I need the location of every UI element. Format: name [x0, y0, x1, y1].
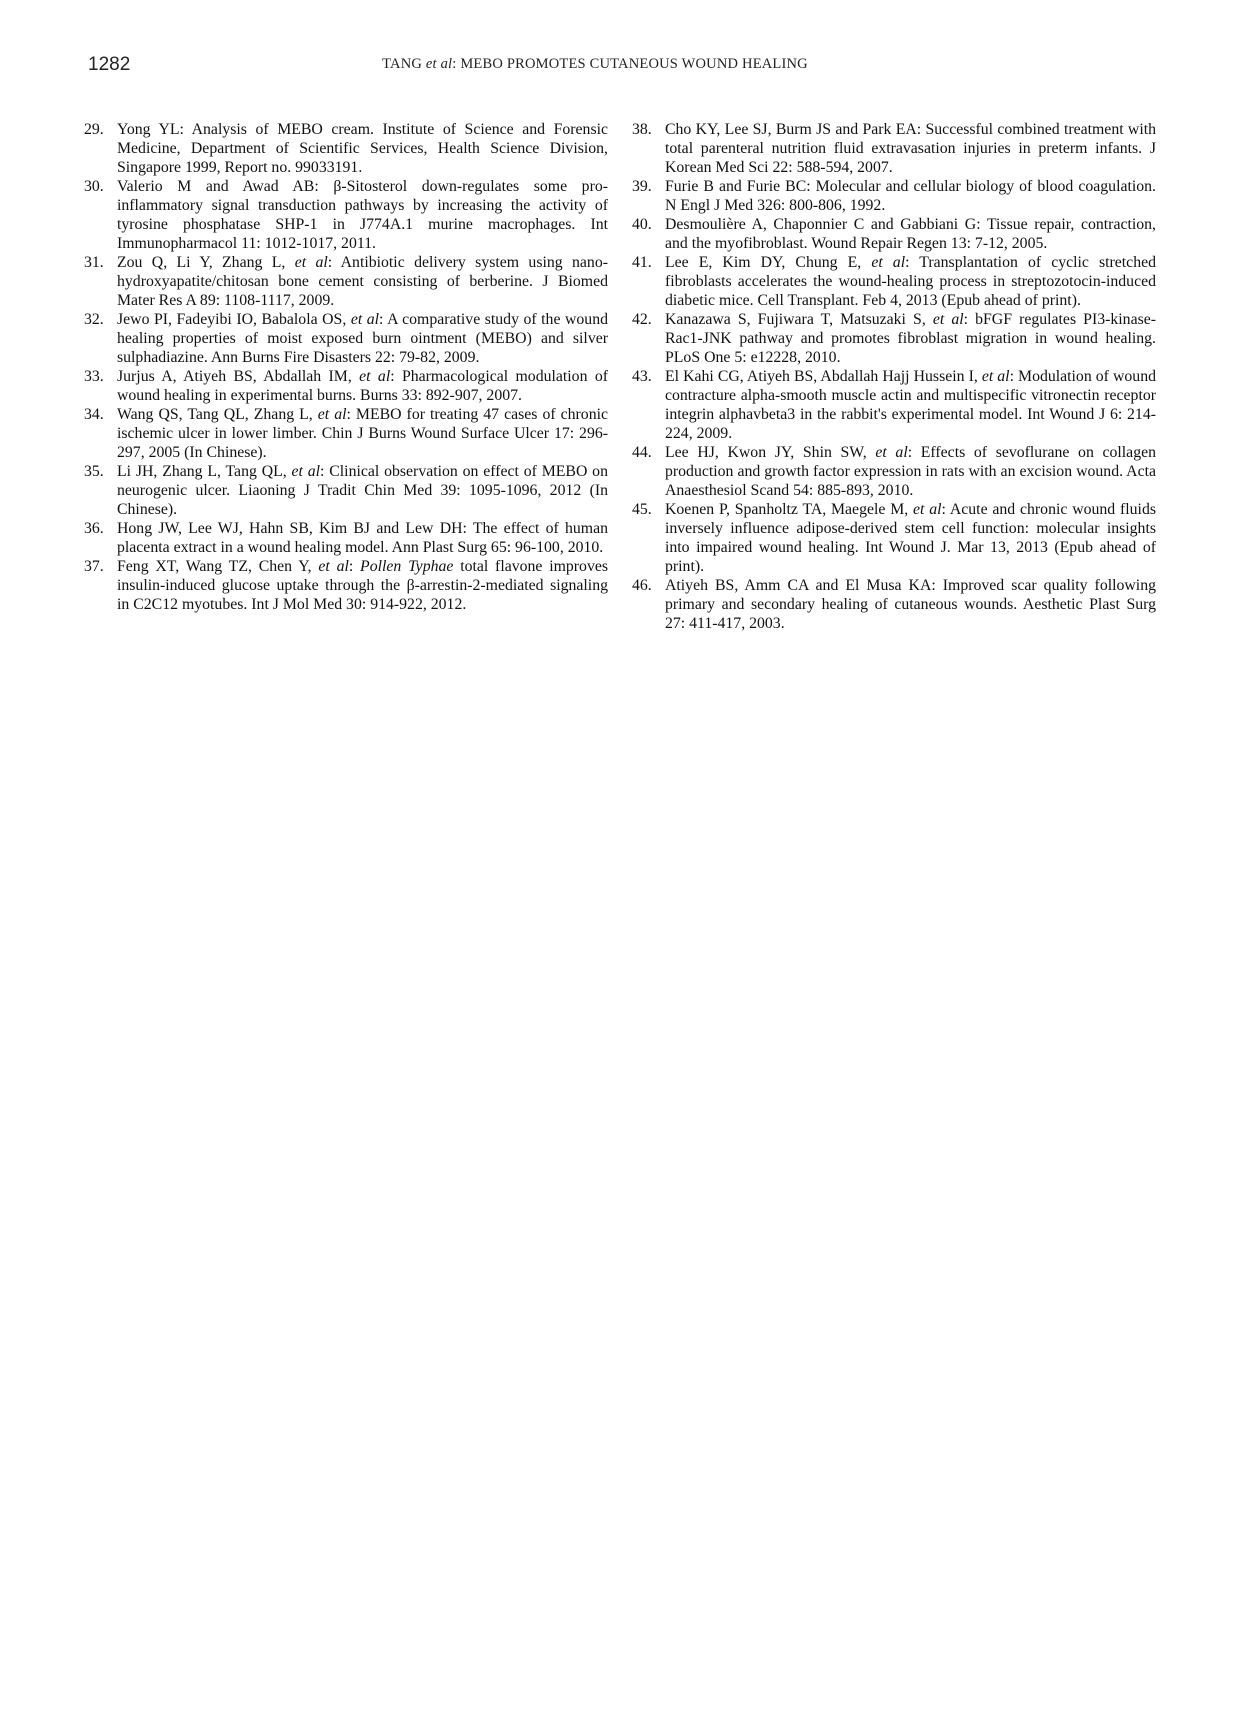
reference-entry	[84, 120, 608, 177]
reference-italic-term: Pollen Typhae	[360, 558, 454, 575]
reference-entry	[632, 576, 1156, 633]
reference-number: 32.	[84, 311, 104, 328]
reference-entry	[84, 557, 608, 614]
reference-entry	[84, 405, 608, 462]
reference-etal: et al	[291, 463, 321, 480]
references-left-column	[84, 120, 608, 614]
reference-text-cont: : Transplantation of cyclic stretched fibroblasts accelerates the wound-healing process in streptozotocin-induced diabetic mice. Cell Transplant. Feb 4, 2013 (Epub ahead of print).	[665, 254, 1156, 309]
reference-etal: et al	[317, 406, 347, 423]
reference-text: Furie B and Furie BC: Molecular and cellular biology of blood coagulation. N Engl J Med 326: 800-806, 1992.	[665, 178, 1156, 214]
reference-number: 29.	[84, 121, 104, 138]
reference-text-cont: : Clinical observation on effect of MEBO on neurogenic ulcer. Liaoning J Tradit Chin Med 39: 1095-1096, 2012 (In Chinese).	[117, 463, 608, 518]
reference-number: 44.	[632, 444, 652, 461]
reference-text-cont: : Antibiotic delivery system using nano-hydroxyapatite/chitosan bone cement consisting of berberine. J Biomed Mater Res A 89: 1108-1117, 2009.	[117, 254, 608, 309]
running-head-etal: et al	[425, 56, 453, 72]
reference-text: Li JH, Zhang L, Tang QL,	[117, 463, 292, 480]
reference-etal: et al	[294, 254, 328, 271]
reference-number: 42.	[632, 311, 652, 328]
reference-text: Wang QS, Tang QL, Zhang L,	[117, 406, 318, 423]
reference-entry	[84, 462, 608, 519]
reference-entry	[632, 500, 1156, 576]
reference-text: Lee E, Kim DY, Chung E,	[665, 254, 872, 271]
reference-text: Zou Q, Li Y, Zhang L,	[117, 254, 295, 271]
reference-text: Cho KY, Lee SJ, Burm JS and Park EA: Successful combined treatment with total parenteral nutrition fluid extravasation injuries in preterm infants. J Korean Med Sci 22: 588-594, 2007.	[665, 121, 1156, 176]
reference-number: 35.	[84, 463, 104, 480]
reference-text-cont: : Modulation of wound contracture alpha-smooth muscle actin and multispecific vitronectin receptor integrin alphavbeta3 in the rabbit's experimental model. Int Wound J 6: 214-224, 2009.	[665, 368, 1156, 442]
reference-entry	[84, 310, 608, 367]
reference-etal: et al	[981, 368, 1010, 385]
reference-text-cont: : Pharmacological modulation of wound healing in experimental burns. Burns 33: 892-907, 2007.	[117, 368, 608, 404]
reference-etal: et al	[318, 558, 349, 575]
reference-etal: et al	[871, 254, 906, 271]
reference-entry	[632, 443, 1156, 500]
reference-text: Jurjus A, Atiyeh BS, Abdallah IM,	[117, 368, 360, 385]
reference-text: Feng XT, Wang TZ, Chen Y,	[117, 558, 319, 575]
reference-text: El Kahi CG, Atiyeh BS, Abdallah Hajj Hussein I,	[665, 368, 982, 385]
reference-number: 43.	[632, 368, 652, 385]
reference-entry	[84, 367, 608, 405]
reference-text: Jewo PI, Fadeyibi IO, Babalola OS,	[117, 311, 351, 328]
reference-entry	[84, 253, 608, 310]
reference-entry	[632, 367, 1156, 443]
reference-entry	[632, 253, 1156, 310]
page-number: 1282	[88, 54, 131, 75]
reference-text: Hong JW, Lee WJ, Hahn SB, Kim BJ and Lew DH: The effect of human placenta extract in a wound healing model. Ann Plast Surg 65: 96-100, 2010.	[117, 520, 608, 556]
reference-text: Kanazawa S, Fujiwara T, Matsuzaki S,	[665, 311, 933, 328]
reference-text-cont: : Effects of sevoflurane on collagen production and growth factor expression in rats with an excision wound. Acta Anaesthesiol Scand 54: 885-893, 2010.	[665, 444, 1157, 499]
reference-text-cont: : MEBO for treating 47 cases of chronic ischemic ulcer in lower limber. Chin J Burns Wound Surface Ulcer 17: 296-297, 2005 (In Chinese).	[117, 406, 608, 461]
reference-number: 45.	[632, 501, 652, 518]
references-right-column	[632, 120, 1156, 633]
reference-etal: et al	[350, 311, 380, 328]
reference-text-tail: total flavone improves insulin-induced glucose uptake through the β-arrestin-2-mediated signaling in C2C12 myotubes. Int J Mol Med 30: 914-922, 2012.	[117, 558, 609, 613]
reference-number: 37.	[84, 558, 104, 575]
reference-etal: et al	[913, 501, 942, 518]
reference-etal: et al	[359, 368, 391, 385]
reference-number: 38.	[632, 121, 652, 138]
reference-number: 46.	[632, 577, 652, 594]
running-head-authors: TANG	[382, 56, 426, 72]
reference-text-cont: :	[348, 558, 361, 575]
reference-entry	[84, 177, 608, 253]
running-head	[330, 56, 860, 73]
reference-text-cont: : Acute and chronic wound fluids inversely influence adipose-derived stem cell function: molecular insights into impaired wound healing. Int Wound J. Mar 13, 2013 (Epub ahead of print).	[665, 501, 1156, 575]
reference-text: Lee HJ, Kwon JY, Shin SW,	[665, 444, 876, 461]
reference-entry	[632, 310, 1156, 367]
reference-entry	[632, 177, 1156, 215]
reference-text-cont: : A comparative study of the wound healing properties of moist exposed burn ointment (MEBO) and silver sulphadiazine. Ann Burns Fire Disasters 22: 79-82, 2009.	[117, 311, 608, 366]
reference-entry	[632, 120, 1156, 177]
running-head-title: : MEBO PROMOTES CUTANEOUS WOUND HEALING	[452, 56, 808, 72]
reference-entry	[84, 519, 608, 557]
reference-etal: et al	[932, 311, 964, 328]
reference-number: 33.	[84, 368, 104, 385]
reference-text: Desmoulière A, Chaponnier C and Gabbiani G: Tissue repair, contraction, and the myofibroblast. Wound Repair Regen 13: 7-12, 2005.	[665, 216, 1156, 252]
reference-text-cont: : bFGF regulates PI3-kinase-Rac1-JNK pathway and promotes fibroblast migration in wound healing. PLoS One 5: e12228, 2010.	[665, 311, 1157, 366]
reference-etal: et al	[875, 444, 908, 461]
reference-number: 34.	[84, 406, 104, 423]
reference-number: 41.	[632, 254, 652, 271]
reference-number: 31.	[84, 254, 104, 271]
reference-text: Koenen P, Spanholtz TA, Maegele M,	[665, 501, 914, 518]
reference-number: 39.	[632, 178, 652, 195]
reference-number: 30.	[84, 178, 104, 195]
reference-number: 40.	[632, 216, 652, 233]
reference-text: Valerio M and Awad AB: β-Sitosterol down-regulates some pro-inflammatory signal transduction pathways by increasing the activity of tyrosine phosphatase SHP-1 in J774A.1 murine macrophages. Int Immunopharmacol 11: 1012-1017, 2011.	[117, 178, 608, 252]
reference-number: 36.	[84, 520, 104, 537]
reference-text: Atiyeh BS, Amm CA and El Musa KA: Improved scar quality following primary and secondary healing of cutaneous wounds. Aesthetic Plast Surg 27: 411-417, 2003.	[665, 577, 1156, 632]
reference-text: Yong YL: Analysis of MEBO cream. Institute of Science and Forensic Medicine, Department of Scientific Services, Health Science Division, Singapore 1999, Report no. 99033191.	[117, 121, 608, 176]
reference-entry	[632, 215, 1156, 253]
